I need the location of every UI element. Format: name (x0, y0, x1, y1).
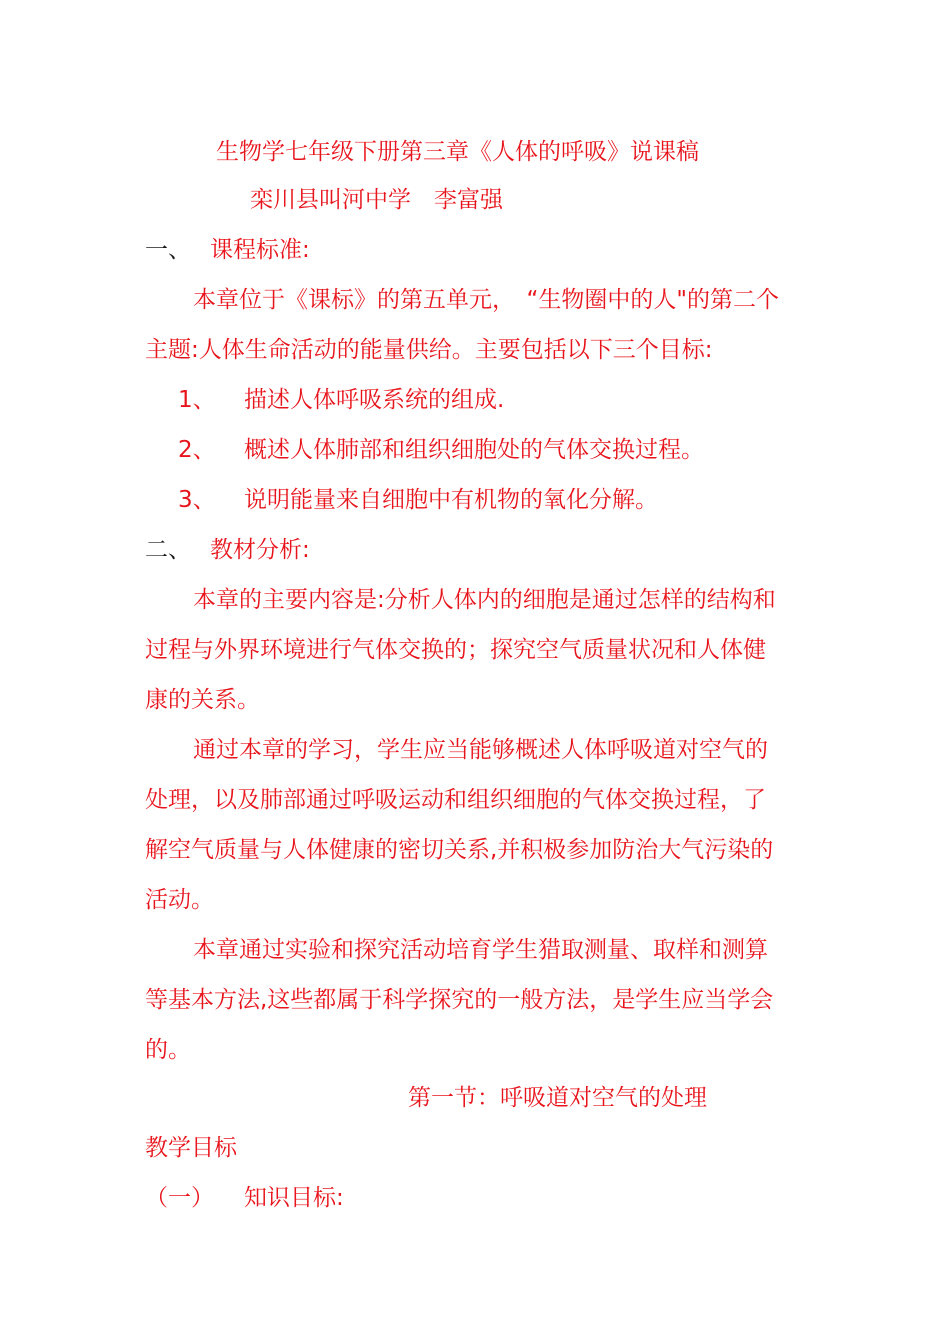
paragraph-3-line-3: 解空气质量与人体健康的密切关系,并积极参加防治大气污染的 (145, 837, 774, 863)
paragraph-4-line-2: 等基本方法,这些都属于科学探究的一般方法，是学生应当学会 (145, 987, 774, 1013)
document-title: 生物学七年级下册第三章《人体的呼吸》说课稿 (216, 139, 699, 165)
paragraph-2-line-3: 康的关系。 (145, 687, 260, 713)
section-2-number: 二、 (145, 537, 191, 563)
paragraph-3-line-4: 活动。 (145, 887, 214, 913)
section-1-number: 一、 (145, 237, 191, 263)
knowledge-goals-heading: 知识目标: (244, 1185, 344, 1211)
paragraph-1-line-2: 主题:人体生命活动的能量供给。主要包括以下三个目标: (145, 337, 713, 363)
paragraph-4-line-3: 的。 (145, 1037, 191, 1063)
paragraph-2-line-1: 本章的主要内容是:分析人体内的细胞是通过怎样的结构和 (193, 587, 776, 613)
goal-3-number: 3、 (178, 487, 216, 513)
author-line: 栾川县叫河中学 李富强 (250, 187, 503, 213)
teaching-goals-heading: 教学目标 (145, 1135, 237, 1161)
goal-2-number: 2、 (178, 437, 216, 463)
goal-2-text: 概述人体肺部和组织细胞处的气体交换过程。 (244, 437, 704, 463)
section-1-heading: 课程标准: (210, 237, 310, 263)
goal-1-number: 1、 (178, 387, 216, 413)
section-2-heading: 教材分析: (210, 537, 310, 563)
paragraph-4-line-1: 本章通过实验和探究活动培育学生猎取测量、取样和测算 (193, 937, 768, 963)
knowledge-goals-number: （一） (145, 1185, 214, 1211)
paragraph-1-line-1: 本章位于《课标》的第五单元， “生物圈中的人"的第二个 (193, 287, 779, 313)
paragraph-3-line-1: 通过本章的学习，学生应当能够概述人体呼吸道对空气的 (193, 737, 768, 763)
paragraph-3-line-2: 处理，以及肺部通过呼吸运动和组织细胞的气体交换过程，了 (145, 787, 766, 813)
goal-3-text: 说明能量来自细胞中有机物的氧化分解。 (244, 487, 658, 513)
section-title: 第一节：呼吸道对空气的处理 (408, 1085, 707, 1111)
paragraph-2-line-2: 过程与外界环境进行气体交换的；探究空气质量状况和人体健 (145, 637, 766, 663)
goal-1-text: 描述人体呼吸系统的组成. (244, 387, 505, 413)
